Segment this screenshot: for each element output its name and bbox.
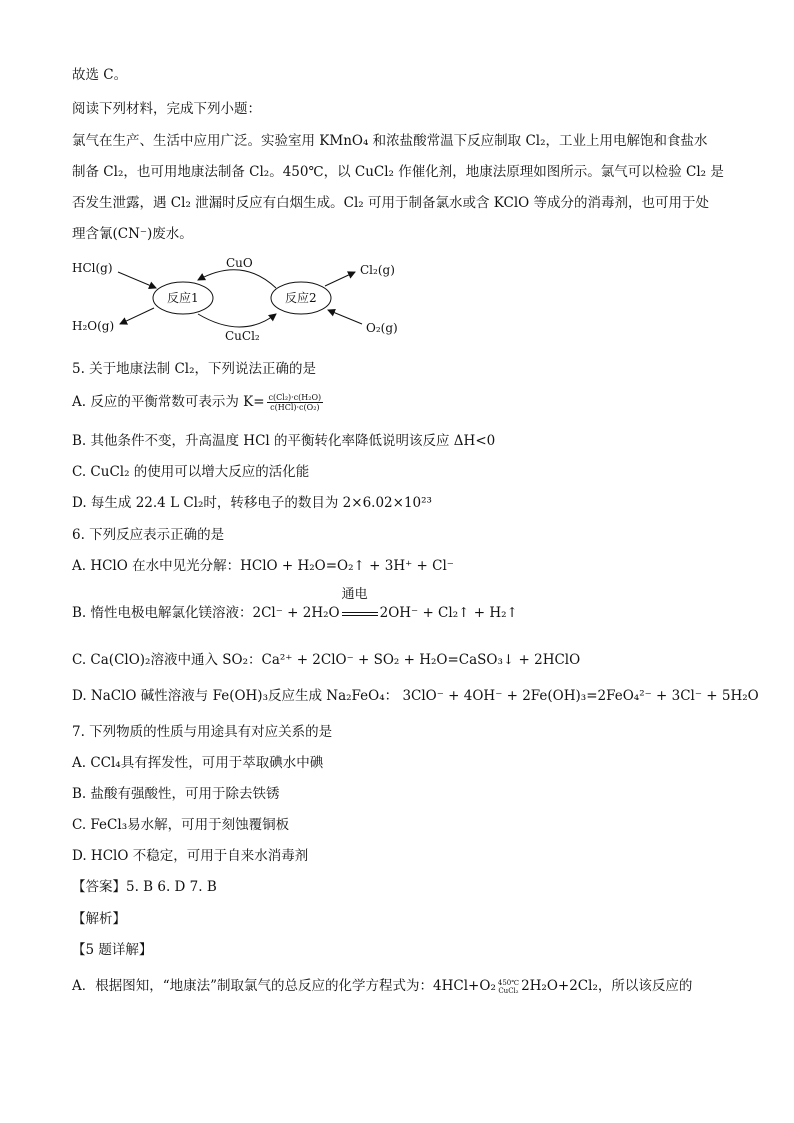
arrow-cuo [198,270,276,288]
fraction-denominator: c(HCl)·c(O₂) [270,403,320,412]
question-6-option-a: A. HClO 在水中见光分解：HClO + H₂O=O₂↑ + 3H⁺ + Cl⁻ [72,558,454,574]
question-5-option-b: B. 其他条件不变，升高温度 HCl 的平衡转化率降低说明该反应 ΔH<0 [72,433,496,449]
analysis-a-right: 2H₂O+2Cl₂，所以该反应的 [521,978,693,994]
arrow-out-cl2 [325,272,355,286]
electrolysis-condition [340,587,380,622]
question-6-option-c: C. Ca(ClO)₂溶液中通入 SO₂：Ca²⁺ + 2ClO⁻ + SO₂ + H₂O=CaSO₃↓ + 2HClO [72,652,581,668]
reaction2-label: 反应2 [285,291,317,305]
question-7-option-d: D. HClO 不稳定，可用于自来水消毒剂 [72,848,309,864]
text-line: 故选 C。 [72,67,128,83]
arrow-in-hcl [118,272,156,288]
hcl-label: HCl(g) [72,261,113,275]
condition-bottom: CuCl₂ [498,986,519,995]
analysis-a-left: A．根据图知，“地康法”制取氯气的总反应的化学方程式为：4HCl+O₂ [72,978,496,994]
text-line: 氯气在生产、生活中应用广泛。实验室用 KMnO₄ 和浓盐酸常温下反应制取 Cl₂，工业上用电解饱和食盐水 [72,133,708,149]
text-line: 否发生泄露，遇 Cl₂ 泄漏时反应有白烟生成。Cl₂ 可用于制备氯水或含 KClO 等成分的消毒剂，也可用于处 [72,195,710,211]
equals-bar [342,612,378,616]
reaction-condition [498,979,519,995]
question-5-stem: 5. 关于地康法制 Cl₂，下列说法正确的是 [72,361,317,377]
condition-label: 通电 [341,587,368,602]
o2-label: O₂(g) [366,321,398,335]
dikang-process-diagram [70,252,410,344]
text-line: 阅读下列材料，完成下列小题： [72,101,261,117]
question-5-option-c: C. CuCl₂ 的使用可以增大反应的活化能 [72,464,310,480]
q5-a-text: A. 反应的平衡常数可表示为 K= [72,394,265,410]
arrow-cucl2 [198,314,276,327]
analysis-line-a [72,977,692,995]
answer-label: 【答案】 [72,879,126,895]
q6-b-right: 2OH⁻ + Cl₂↑ + H₂↑ [379,605,518,621]
question-6-option-d: D. NaClO 碱性溶液与 Fe(OH)₃反应生成 Na₂FeO₄： 3ClO⁻ + 4OH⁻ + 2Fe(OH)₃=2FeO₄²⁻ + 3Cl⁻ + 5H₂O [72,688,759,704]
question-6-stem: 6. 下列反应表示正确的是 [72,527,225,543]
question-7-stem: 7. 下列物质的性质与用途具有对应关系的是 [72,724,333,740]
analysis-detail-label: 【5 题详解】 [72,942,153,958]
question-5-option-a [72,393,323,412]
condition-top: 450℃ [497,978,520,987]
cuo-label: CuO [226,256,253,270]
text-line: 理含氰(CN⁻)废水。 [72,226,193,242]
h2o-label: H₂O(g) [72,319,115,333]
arrow-in-o2 [328,310,362,324]
cucl2-label: CuCl₂ [225,329,260,343]
question-7-option-a: A. CCl₄具有挥发性，可用于萃取碘水中碘 [72,755,324,771]
arrow-out-h2o [120,308,154,324]
question-6-option-b [72,587,518,622]
analysis-label: 【解析】 [72,911,126,927]
question-7-option-c: C. FeCl₃易水解，可用于刻蚀覆铜板 [72,817,290,833]
reaction1-label: 反应1 [167,291,199,305]
text-line: 制备 Cl₂，也可用地康法制备 Cl₂。450℃，以 CuCl₂ 作催化剂，地康法原理如图所示。氯气可以检验 Cl₂ 是 [72,164,724,180]
question-7-option-b: B. 盐酸有强酸性，可用于除去铁锈 [72,786,280,802]
q6-b-left: B. 惰性电极电解氯化镁溶液：2Cl⁻ + 2H₂O [72,605,340,621]
equilibrium-fraction [267,393,324,412]
answer-line [72,878,217,896]
cl2-label: Cl₂(g) [360,263,395,277]
fraction-numerator: c(Cl₂)·c(H₂O) [268,393,322,402]
question-5-option-d: D. 每生成 22.4 L Cl₂时，转移电子的数目为 2×6.02×10²³ [72,495,432,511]
answer-values: 5. B 6. D 7. B [126,879,217,895]
